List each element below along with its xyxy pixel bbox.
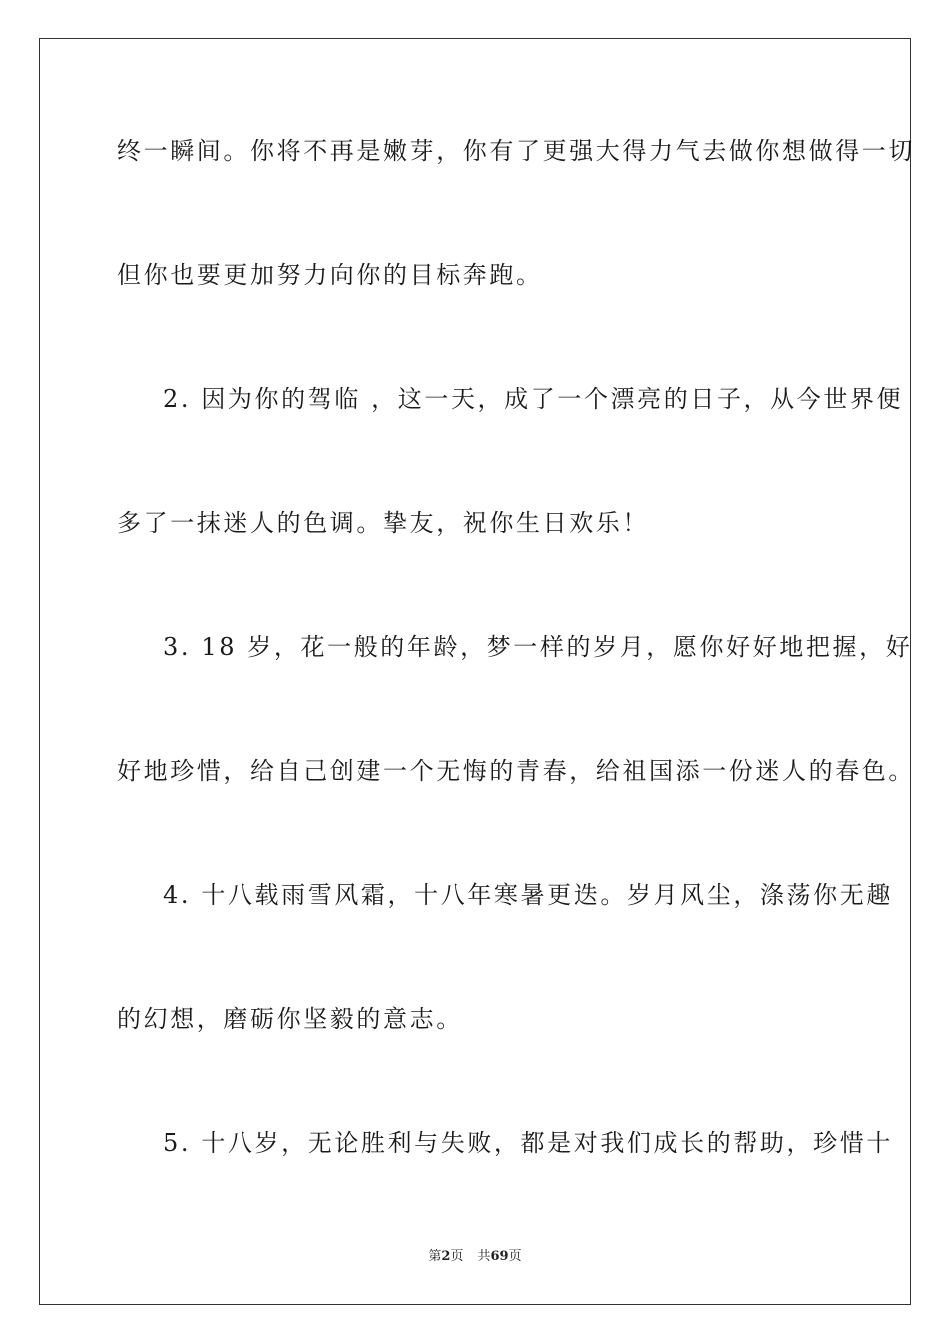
- paragraph-line-1: 终一瞬间。你将不再是嫩芽，你有了更强大得力气去做你想做得一切: [117, 137, 915, 165]
- footer-total-suffix: 页: [508, 1249, 522, 1264]
- page-border: [39, 38, 915, 1305]
- paragraph-line-4: 多了一抹迷人的色调。挚友，祝你生日欢乐！: [117, 509, 649, 537]
- footer-total-pages: 69: [490, 1249, 509, 1264]
- page-footer: [0, 1248, 950, 1266]
- paragraph-line-8: 的幻想，磨砺你坚毅的意志。: [117, 1005, 463, 1033]
- paragraph-line-5: 3. 18 岁，花一般的年龄，梦一样的岁月，愿你好好地把握，好: [163, 633, 913, 661]
- paragraph-line-2: 但你也要更加努力向你的目标奔跑。: [117, 261, 543, 289]
- footer-total-prefix: 共: [477, 1249, 491, 1264]
- paragraph-line-9: 5. 十八岁，无论胜利与失败，都是对我们成长的帮助，珍惜十: [163, 1129, 893, 1157]
- paragraph-line-6: 好地珍惜，给自己创建一个无悔的青春，给祖国添一份迷人的春色。: [117, 757, 915, 785]
- footer-page-prefix: 第: [428, 1249, 442, 1264]
- paragraph-line-3: 2. 因为你的驾临 ，这一天，成了一个漂亮的日子，从今世界便: [163, 385, 904, 413]
- paragraph-line-7: 4. 十八载雨雪风霜，十八年寒暑更迭。岁月风尘，涤荡你无趣: [163, 881, 893, 909]
- footer-page-number: 2: [441, 1249, 451, 1264]
- footer-page-suffix: 页: [450, 1249, 464, 1264]
